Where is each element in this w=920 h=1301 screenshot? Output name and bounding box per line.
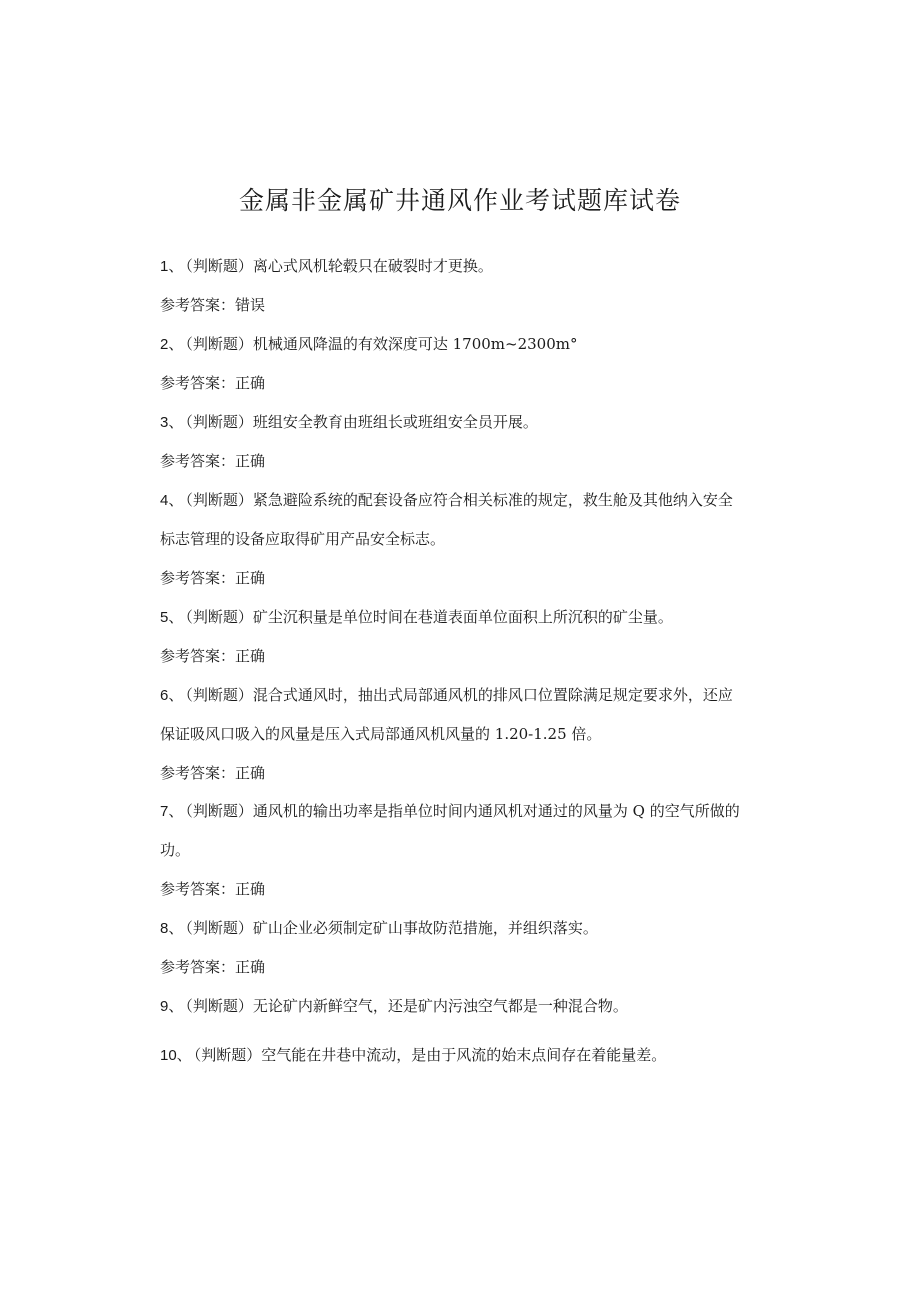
question-type: （判断题） — [185, 608, 253, 626]
answer-label: 参考答案： — [160, 764, 236, 782]
question-type: （判断题） — [185, 257, 253, 275]
question-type: （判断题） — [185, 997, 253, 1015]
question-5 — [160, 606, 766, 629]
question-number: 8、 — [160, 920, 184, 937]
question-text-line-2: 保证吸风口吸入的风量是压入式局部通风机风量的 1.20-1.25 倍。 — [160, 725, 602, 743]
answer-value: 正确 — [235, 958, 266, 976]
answer-value: 错误 — [235, 296, 266, 314]
question-6 — [160, 684, 766, 707]
answer-6 — [160, 762, 766, 784]
question-type: （判断题） — [185, 919, 253, 937]
question-3 — [160, 411, 766, 434]
question-text-line-1: 通风机的输出功率是指单位时间内通风机对通过的风量为 Q 的空气所做的 — [252, 802, 740, 820]
question-text: 离心式风机轮毂只在破裂时才更换。 — [252, 257, 493, 275]
question-type: （判断题） — [185, 686, 253, 704]
question-4-continued — [160, 528, 766, 550]
question-7-continued — [160, 839, 766, 861]
answer-value: 正确 — [235, 569, 266, 587]
question-9 — [160, 995, 766, 1018]
answer-4 — [160, 567, 766, 589]
question-text: 空气能在井巷中流动，是由于风流的始末点间存在着能量差。 — [261, 1046, 667, 1064]
question-number: 3、 — [160, 414, 184, 431]
question-8 — [160, 917, 766, 940]
question-4 — [160, 489, 766, 512]
question-1 — [160, 255, 766, 278]
question-number: 5、 — [160, 609, 184, 626]
answer-5 — [160, 645, 766, 667]
question-number: 4、 — [160, 492, 184, 509]
answer-value: 正确 — [235, 764, 266, 782]
question-10 — [160, 1044, 766, 1067]
question-number: 2、 — [160, 336, 184, 353]
question-type: （判断题） — [185, 413, 253, 431]
page-title: 金属非金属矿井通风作业考试题库试卷 — [238, 186, 681, 215]
question-number: 6、 — [160, 687, 184, 704]
answer-label: 参考答案： — [160, 647, 236, 665]
question-2 — [160, 333, 766, 356]
question-6-continued — [160, 723, 766, 745]
answer-value: 正确 — [235, 452, 266, 470]
question-type: （判断题） — [185, 335, 253, 353]
answer-3 — [160, 450, 766, 472]
question-text: 机械通风降温的有效深度可达 1700m~2300m° — [252, 335, 578, 353]
question-text: 班组安全教育由班组长或班组安全员开展。 — [252, 413, 538, 431]
answer-value: 正确 — [235, 647, 266, 665]
answer-label: 参考答案： — [160, 569, 236, 587]
answer-value: 正确 — [235, 880, 266, 898]
question-text-line-1: 混合式通风时，抽出式局部通风机的排风口位置除满足规定要求外，还应 — [252, 686, 733, 704]
question-number: 7、 — [160, 803, 184, 820]
question-text: 矿尘沉积量是单位时间在巷道表面单位面积上所沉积的矿尘量。 — [252, 608, 673, 626]
answer-label: 参考答案： — [160, 880, 236, 898]
question-text: 无论矿内新鲜空气，还是矿内污浊空气都是一种混合物。 — [252, 997, 628, 1015]
answer-7 — [160, 878, 766, 900]
answer-label: 参考答案： — [160, 452, 236, 470]
question-text-line-2: 功。 — [160, 841, 191, 859]
answer-label: 参考答案： — [160, 958, 236, 976]
question-number: 10、 — [160, 1047, 192, 1064]
question-text-line-1: 紧急避险系统的配套设备应符合相关标准的规定，救生舱及其他纳入安全 — [252, 491, 733, 509]
question-text-line-2: 标志管理的设备应取得矿用产品安全标志。 — [160, 530, 446, 548]
answer-2 — [160, 372, 766, 394]
answer-label: 参考答案： — [160, 374, 236, 392]
question-number: 9、 — [160, 998, 184, 1015]
answer-1 — [160, 294, 766, 316]
answer-value: 正确 — [235, 374, 266, 392]
question-type: （判断题） — [185, 802, 253, 820]
question-7 — [160, 800, 766, 823]
answer-label: 参考答案： — [160, 296, 236, 314]
question-text: 矿山企业必须制定矿山事故防范措施，并组织落实。 — [252, 919, 598, 937]
question-type: （判断题） — [185, 491, 253, 509]
answer-8 — [160, 956, 766, 978]
question-number: 1、 — [160, 258, 184, 275]
question-type: （判断题） — [193, 1046, 262, 1064]
